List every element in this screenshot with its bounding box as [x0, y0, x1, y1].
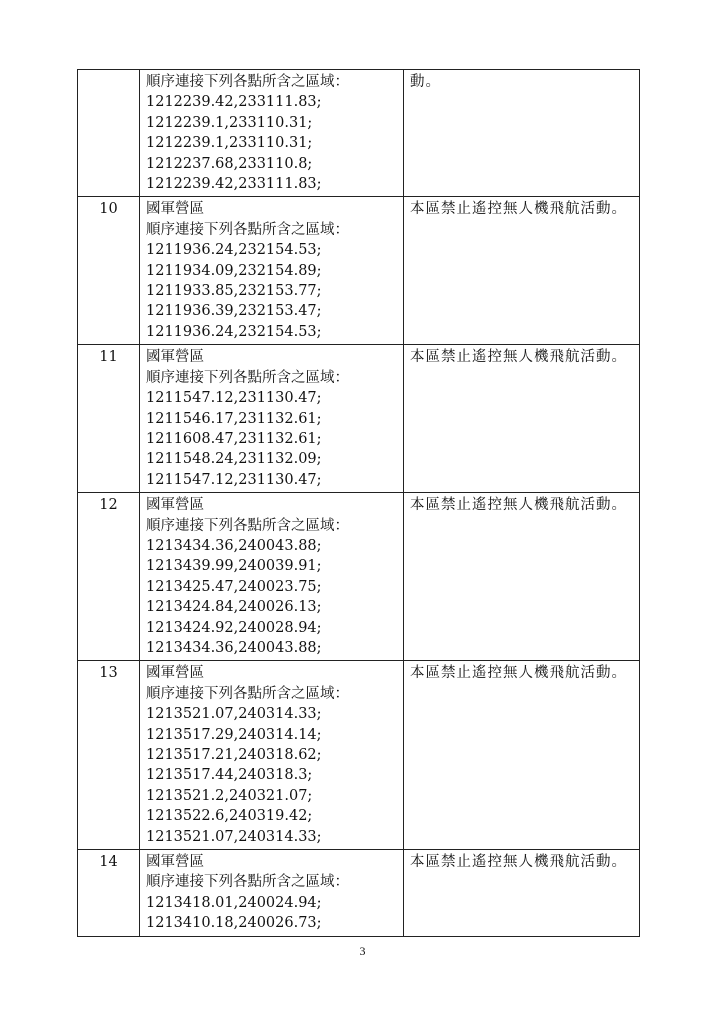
- area-title: 國軍營區: [146, 349, 204, 366]
- coordinate-line: 1213425.47,240023.75;: [146, 578, 322, 595]
- coordinate-line: 1213521.07,240314.33;: [146, 706, 322, 723]
- area-cell: [140, 345, 404, 493]
- note-cell: [404, 850, 640, 937]
- area-cell: [140, 70, 404, 197]
- row-number: 13: [99, 665, 118, 682]
- coordinate-line: 1213439.99,240039.91;: [146, 558, 322, 575]
- coordinate-line: 1213424.92,240028.94;: [146, 619, 322, 636]
- coordinate-line: 1213424.84,240026.13;: [146, 599, 322, 616]
- table-row: [78, 70, 640, 197]
- row-number-cell: [78, 661, 140, 850]
- area-line: 順序連接下列各點所含之區域：: [146, 221, 349, 238]
- coordinate-line: 1211934.09,232154.89;: [146, 262, 322, 279]
- area-line: 順序連接下列各點所含之區域：: [146, 685, 349, 702]
- restriction-note: 本區禁止遙控無人機飛航活動。: [410, 665, 627, 682]
- coordinate-line: 1213418.01,240024.94;: [146, 894, 322, 911]
- coordinate-line: 1211548.24,231132.09;: [146, 451, 322, 468]
- coordinate-line: 1211547.12,231130.47;: [146, 471, 322, 488]
- coordinate-line: 1211936.24,232154.53;: [146, 323, 322, 340]
- coordinate-line: 1213517.44,240318.3;: [146, 767, 313, 784]
- coordinate-line: 1213434.36,240043.88;: [146, 537, 322, 554]
- coordinate-line: 1211608.47,231132.61;: [146, 430, 322, 447]
- coordinate-line: 1213521.07,240314.33;: [146, 828, 322, 845]
- area-line: 順序連接下列各點所含之區域：: [146, 517, 349, 534]
- restriction-note: 本區禁止遙控無人機飛航活動。: [410, 854, 627, 871]
- coordinate-line: 1213521.2,240321.07;: [146, 787, 313, 804]
- coordinate-line: 1211546.17,231132.61;: [146, 410, 322, 427]
- row-number-cell: [78, 70, 140, 197]
- page-number: 3: [359, 944, 366, 958]
- note-cell: [404, 661, 640, 850]
- note-cell: [404, 197, 640, 345]
- area-cell: [140, 197, 404, 345]
- coordinate-line: 1213434.36,240043.88;: [146, 639, 322, 656]
- area-title: 國軍營區: [146, 497, 204, 514]
- table-row: [78, 197, 640, 345]
- coordinate-line: 1213522.6,240319.42;: [146, 808, 313, 825]
- note-cell: [404, 345, 640, 493]
- coordinate-line: 1211933.85,232153.77;: [146, 283, 322, 300]
- restriction-note: 動。: [410, 74, 441, 90]
- table-row: [78, 661, 640, 850]
- coordinate-line: 1213517.21,240318.62;: [146, 747, 322, 763]
- coordinate-line: 1213410.18,240026.73;: [146, 915, 322, 932]
- area-line: 順序連接下列各點所含之區域：: [146, 874, 349, 891]
- table-row: [78, 850, 640, 937]
- area-cell: [140, 661, 404, 850]
- area-title: 國軍營區: [146, 854, 204, 871]
- coordinate-line: 1213517.29,240314.14;: [146, 726, 322, 743]
- note-cell: [404, 70, 640, 197]
- row-number: 10: [99, 201, 118, 218]
- row-number-cell: [78, 345, 140, 493]
- row-number-cell: [78, 493, 140, 661]
- coordinate-line: 1212237.68,233110.8;: [146, 155, 313, 172]
- row-number-cell: [78, 197, 140, 345]
- coordinate-line: 1212239.42,233111.83;: [146, 176, 322, 193]
- coordinate-line: 1211936.24,232154.53;: [146, 242, 322, 259]
- row-number: 11: [99, 349, 118, 366]
- restriction-note: 本區禁止遙控無人機飛航活動。: [410, 497, 627, 514]
- coordinate-line: 1211547.12,231130.47;: [146, 390, 322, 407]
- note-cell: [404, 493, 640, 661]
- area-cell: [140, 493, 404, 661]
- coordinate-line: 1212239.1,233110.31;: [146, 135, 313, 152]
- restriction-note: 本區禁止遙控無人機飛航活動。: [410, 201, 627, 218]
- coordinate-line: 1211936.39,232153.47;: [146, 303, 322, 320]
- coordinate-line: 1212239.1,233110.31;: [146, 114, 313, 131]
- row-number: 14: [99, 854, 118, 871]
- row-number: 12: [99, 497, 118, 514]
- area-line: 順序連接下列各點所含之區域：: [146, 74, 349, 90]
- table-row: [78, 493, 640, 661]
- table-row: [78, 345, 640, 493]
- area-title: 國軍營區: [146, 665, 204, 682]
- area-title: 國軍營區: [146, 201, 204, 218]
- restricted-area-table: [77, 69, 640, 937]
- area-line: 順序連接下列各點所含之區域：: [146, 369, 349, 386]
- coordinate-line: 1212239.42,233111.83;: [146, 94, 322, 111]
- row-number-cell: [78, 850, 140, 937]
- area-cell: [140, 850, 404, 937]
- restriction-note: 本區禁止遙控無人機飛航活動。: [410, 349, 627, 366]
